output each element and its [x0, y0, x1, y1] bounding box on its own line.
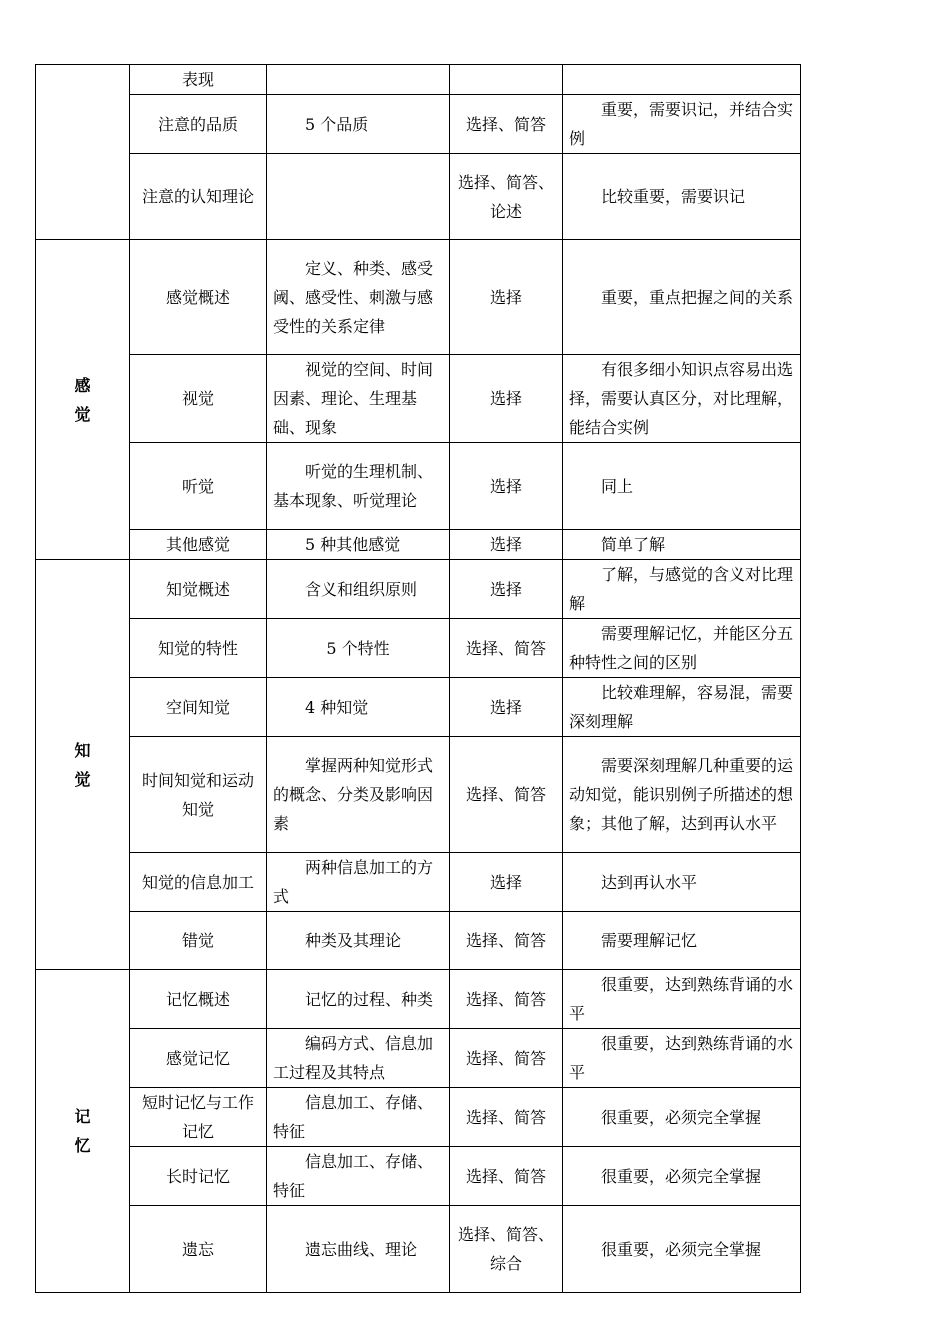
question-type-cell: 选择、简答	[450, 970, 563, 1029]
table-row	[36, 1206, 801, 1293]
table-row	[36, 853, 801, 912]
topic-cell: 听觉	[130, 443, 267, 530]
question-type-cell: 选择	[450, 240, 563, 355]
note-cell	[563, 65, 801, 95]
note-cell: 需要理解记忆，并能区分五种特性之间的区别	[563, 619, 801, 678]
note-cell: 很重要，必须完全掌握	[563, 1088, 801, 1147]
content-cell	[267, 154, 450, 240]
question-type-cell: 选择	[450, 853, 563, 912]
note-cell: 了解，与感觉的含义对比理解	[563, 560, 801, 619]
content-cell: 种类及其理论	[267, 912, 450, 970]
table-row	[36, 912, 801, 970]
content-cell: 听觉的生理机制、基本现象、听觉理论	[267, 443, 450, 530]
question-type-cell: 选择、简答	[450, 619, 563, 678]
topic-cell: 注意的认知理论	[130, 154, 267, 240]
content-cell: 信息加工、存储、特征	[267, 1088, 450, 1147]
topic-cell: 感觉概述	[130, 240, 267, 355]
topic-cell: 注意的品质	[130, 95, 267, 154]
question-type-cell: 选择	[450, 443, 563, 530]
topic-cell: 视觉	[130, 355, 267, 443]
content-cell: 含义和组织原则	[267, 560, 450, 619]
topic-cell: 时间知觉和运动知觉	[130, 737, 267, 853]
table-row	[36, 970, 801, 1029]
category-label: 记	[74, 1107, 91, 1126]
content-cell: 掌握两种知觉形式的概念、分类及影响因素	[267, 737, 450, 853]
topic-cell: 知觉概述	[130, 560, 267, 619]
table-row	[36, 737, 801, 853]
category-cell	[36, 560, 130, 970]
note-cell: 重要，重点把握之间的关系	[563, 240, 801, 355]
note-cell: 重要，需要识记，并结合实例	[563, 95, 801, 154]
table-row	[36, 65, 801, 95]
category-label: 觉	[74, 404, 91, 424]
content-cell: 两种信息加工的方式	[267, 853, 450, 912]
table-row	[36, 443, 801, 530]
topic-cell: 空间知觉	[130, 678, 267, 737]
topic-cell: 表现	[130, 65, 267, 95]
note-cell: 达到再认水平	[563, 853, 801, 912]
topic-cell: 错觉	[130, 912, 267, 970]
table-row	[36, 1088, 801, 1147]
table-row	[36, 530, 801, 560]
note-cell: 比较难理解，容易混，需要深刻理解	[563, 678, 801, 737]
topic-cell: 长时记忆	[130, 1147, 267, 1206]
note-cell: 简单了解	[563, 530, 801, 560]
content-cell: 记忆的过程、种类	[267, 970, 450, 1029]
table-row	[36, 1029, 801, 1088]
note-cell: 有很多细小知识点容易出选择，需要认真区分，对比理解，能结合实例	[563, 355, 801, 443]
question-type-cell: 选择、简答	[450, 737, 563, 853]
content-cell: 信息加工、存储、特征	[267, 1147, 450, 1206]
content-cell: 定义、种类、感受阈、感受性、刺激与感受性的关系定律	[267, 240, 450, 355]
content-cell	[267, 65, 450, 95]
question-type-cell: 选择、简答	[450, 1088, 563, 1147]
table-row	[36, 560, 801, 619]
note-cell: 很重要，必须完全掌握	[563, 1147, 801, 1206]
question-type-cell	[450, 65, 563, 95]
category-label: 感	[74, 375, 91, 395]
category-label: 忆	[74, 1136, 91, 1155]
question-type-cell: 选择	[450, 355, 563, 443]
question-type-cell: 选择、简答	[450, 1029, 563, 1088]
question-type-cell: 选择、简答	[450, 1147, 563, 1206]
topic-cell: 其他感觉	[130, 530, 267, 560]
category-cell-blank	[36, 65, 130, 240]
category-label: 觉	[74, 769, 91, 789]
table-row	[36, 678, 801, 737]
content-cell: 视觉的空间、时间因素、理论、生理基础、现象	[267, 355, 450, 443]
topic-cell: 短时记忆与工作记忆	[130, 1088, 267, 1147]
content-cell: 编码方式、信息加工过程及其特点	[267, 1029, 450, 1088]
question-type-cell: 选择	[450, 530, 563, 560]
table-row	[36, 619, 801, 678]
note-cell: 需要理解记忆	[563, 912, 801, 970]
note-cell: 很重要，必须完全掌握	[563, 1206, 801, 1293]
note-cell: 同上	[563, 443, 801, 530]
content-cell: 4 种知觉	[267, 678, 450, 737]
note-cell: 需要深刻理解几种重要的运动知觉，能识别例子所描述的想象；其他了解，达到再认水平	[563, 737, 801, 853]
table-row	[36, 1147, 801, 1206]
content-cell: 5 种其他感觉	[267, 530, 450, 560]
table-row	[36, 355, 801, 443]
category-label: 知	[74, 740, 91, 760]
table-row	[36, 154, 801, 240]
content-cell: 5 个特性	[267, 619, 450, 678]
question-type-cell: 选择、简答	[450, 95, 563, 154]
content-cell: 遗忘曲线、理论	[267, 1206, 450, 1293]
question-type-cell: 选择	[450, 560, 563, 619]
topic-cell: 记忆概述	[130, 970, 267, 1029]
table-row	[36, 95, 801, 154]
note-cell: 很重要，达到熟练背诵的水平	[563, 1029, 801, 1088]
topic-cell: 感觉记忆	[130, 1029, 267, 1088]
category-cell	[36, 240, 130, 560]
table-row	[36, 240, 801, 355]
note-cell: 比较重要，需要识记	[563, 154, 801, 240]
question-type-cell: 选择、简答	[450, 912, 563, 970]
topic-cell: 遗忘	[130, 1206, 267, 1293]
syllabus-table	[35, 64, 801, 1293]
note-cell: 很重要，达到熟练背诵的水平	[563, 970, 801, 1029]
question-type-cell: 选择、简答、综合	[450, 1206, 563, 1293]
topic-cell: 知觉的特性	[130, 619, 267, 678]
question-type-cell: 选择、简答、论述	[450, 154, 563, 240]
question-type-cell: 选择	[450, 678, 563, 737]
category-cell	[36, 970, 130, 1293]
content-cell: 5 个品质	[267, 95, 450, 154]
topic-cell: 知觉的信息加工	[130, 853, 267, 912]
